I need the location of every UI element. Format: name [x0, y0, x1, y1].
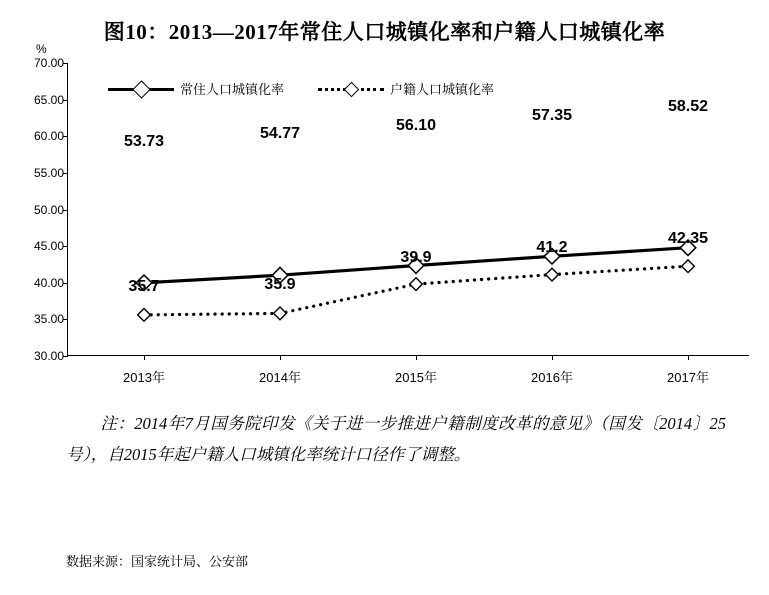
x-tick-label: 2014年 — [259, 370, 301, 385]
x-tick-label: 2017年 — [667, 370, 709, 385]
x-tick-label: 2016年 — [531, 370, 573, 385]
y-tick-label: 55.00 — [33, 165, 64, 180]
y-tick-label: 45.00 — [33, 239, 64, 254]
data-label: 41.2 — [536, 239, 568, 256]
data-label: 42.35 — [667, 230, 709, 247]
plot-area — [67, 63, 749, 385]
y-tick-label: 65.00 — [33, 92, 64, 107]
data-label: 35.7 — [128, 278, 160, 295]
data-label: 58.52 — [667, 98, 709, 115]
y-tick-label: 70.00 — [33, 56, 64, 70]
data-label: 56.10 — [395, 117, 437, 134]
data-source: 数据来源：国家统计局、公安部 — [66, 554, 249, 569]
legend-label-resident: 常住人口城镇化率 — [180, 82, 285, 97]
y-tick-label: 50.00 — [33, 202, 64, 217]
data-label: 54.77 — [259, 125, 301, 142]
chart-note-text: 注：2014年7月国务院印发《关于进一步推进户籍制度改革的意见》（国发〔2014〕25号），自2015年起户籍人口城镇化率统计口径作了调整。 — [66, 414, 726, 464]
y-tick-label: 60.00 — [33, 129, 64, 144]
legend-swatch-solid-line — [108, 83, 174, 95]
legend-item-resident — [108, 79, 284, 98]
x-tick-label: 2015年 — [395, 370, 437, 385]
y-tick-label: 40.00 — [33, 275, 64, 290]
page-title: 图10：2013—2017年常住人口城镇化率和户籍人口城镇化率 — [103, 20, 666, 44]
y-tick-label: 30.00 — [33, 349, 64, 363]
chart-legend — [108, 79, 494, 98]
legend-label-hukou: 户籍人口城镇化率 — [390, 82, 495, 97]
data-label: 39.9 — [400, 249, 432, 266]
chart-note — [66, 408, 726, 470]
data-label: 35.9 — [264, 276, 296, 293]
data-label: 57.35 — [531, 107, 573, 124]
series-plot — [68, 63, 750, 356]
y-tick-label: 35.00 — [33, 312, 64, 327]
legend-item-hukou — [318, 79, 494, 98]
x-tick-label: 2013年 — [123, 370, 165, 385]
legend-swatch-dotted-line — [318, 83, 384, 95]
y-axis-unit-label: % — [36, 42, 47, 56]
data-label: 53.73 — [123, 133, 165, 150]
